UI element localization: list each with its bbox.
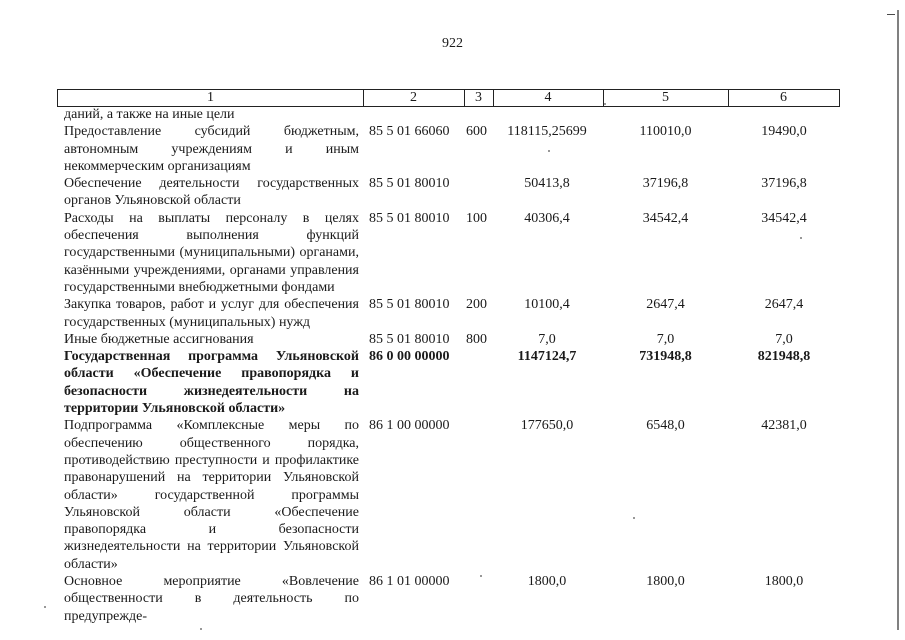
table-row	[0, 210, 905, 296]
row-value-4: 1800,0	[527, 574, 567, 590]
header-col-1: 1	[58, 90, 364, 106]
header-col-3: 3	[464, 90, 494, 106]
row-value-5: 2647,4	[646, 297, 685, 313]
row-value-4: 7,0	[538, 331, 556, 347]
table-row	[0, 175, 905, 210]
table-row	[0, 106, 905, 123]
row-value-6: 2647,4	[764, 297, 804, 313]
row-value-4: 40306,4	[524, 210, 570, 226]
row-name: Расходы на выплаты персоналу в целях обеспечения выполнения функций государственными (муниципальными) органами, казёнными учреждениями, органами управления государственными внебюджетными фондами	[64, 210, 359, 295]
row-code: 86 0 00 00000	[369, 349, 450, 365]
table-row	[0, 331, 905, 348]
row-name: Предоставление субсидий бюджетным, автономным учреждениям и иным некоммерческим организациям	[64, 124, 359, 174]
page-number: 922	[442, 36, 463, 51]
row-code: 85 5 01 80010	[369, 297, 450, 313]
table-row	[0, 296, 905, 331]
row-value-4: 177650,0	[520, 418, 574, 434]
row-value-4: 118115,25699	[507, 124, 587, 140]
row-value-4: 1147124,7	[517, 349, 577, 365]
row-name: даний, а также на иные цели	[64, 107, 235, 122]
scan-speck	[480, 575, 482, 577]
row-code: 86 1 00 00000	[369, 418, 450, 434]
row-value-4: 50413,8	[524, 176, 570, 192]
scan-speck	[200, 628, 202, 630]
scan-speck	[604, 103, 606, 105]
row-value-4: 10100,4	[524, 297, 570, 313]
header-col-4: 4	[493, 90, 604, 106]
table-header-row	[57, 89, 840, 107]
row-type: 600	[466, 124, 487, 140]
row-name: Основное мероприятие «Вовлечение общественности в деятельность по предупрежде-	[64, 574, 359, 624]
table-row	[0, 123, 905, 175]
header-col-6: 6	[780, 90, 787, 105]
header-col-2: 2	[363, 90, 465, 106]
row-value-5: 7,0	[656, 331, 675, 347]
row-name: Иные бюджетные ассигнования	[64, 331, 254, 347]
row-name: Подпрограмма «Комплексные меры по обеспечению общественного порядка, противодействию преступности и профилактике правонарушений на территории Ульяновской области» государственной программы Ульяновской области «Обеспечение правопорядка и безопасности жизнедеятельности на территории Ульяновской области»	[64, 418, 359, 572]
row-value-5: 1800,0	[646, 574, 685, 590]
row-name: Обеспечение деятельности государственных органов Ульяновской области	[64, 176, 359, 209]
row-type: 800	[466, 331, 487, 347]
row-code: 85 5 01 80010	[369, 331, 450, 347]
row-code: 85 5 01 80010	[369, 176, 450, 192]
scan-speck	[800, 237, 802, 239]
row-code: 85 5 01 80010	[369, 210, 450, 226]
scan-speck	[548, 150, 550, 152]
table-row	[0, 573, 905, 625]
row-value-6: 19490,0	[761, 124, 807, 140]
row-code: 86 1 01 00000	[369, 574, 450, 590]
header-col-5: 5	[603, 90, 729, 106]
table-row-program	[0, 348, 905, 417]
row-value-6: 1800,0	[764, 574, 804, 590]
table-body	[0, 106, 905, 625]
row-value-5: 34542,4	[642, 210, 689, 226]
row-value-6: 37196,8	[761, 176, 807, 192]
row-value-5: 37196,8	[642, 176, 689, 192]
row-value-6: 7,0	[775, 331, 793, 347]
row-value-5: 110010,0	[639, 124, 692, 140]
row-name: Закупка товаров, работ и услуг для обеспечения государственных (муниципальных) нужд	[64, 297, 359, 330]
row-value-6: 42381,0	[761, 418, 807, 434]
page-edge-tick	[887, 14, 895, 15]
row-name: Государственная программа Ульяновской области «Обеспечение правопорядка и безопасности жизнедеятельности на территории Ульяновской области»	[64, 349, 359, 417]
row-type: 100	[466, 210, 487, 226]
row-type: 200	[466, 297, 487, 313]
scan-speck	[633, 517, 635, 519]
row-value-6: 34542,4	[761, 210, 807, 226]
row-code: 85 5 01 66060	[369, 124, 450, 140]
row-value-5: 731948,8	[639, 349, 692, 365]
scan-speck	[44, 606, 46, 608]
table-row	[0, 417, 905, 573]
row-value-5: 6548,0	[646, 418, 685, 434]
row-value-6: 821948,8	[757, 349, 811, 365]
